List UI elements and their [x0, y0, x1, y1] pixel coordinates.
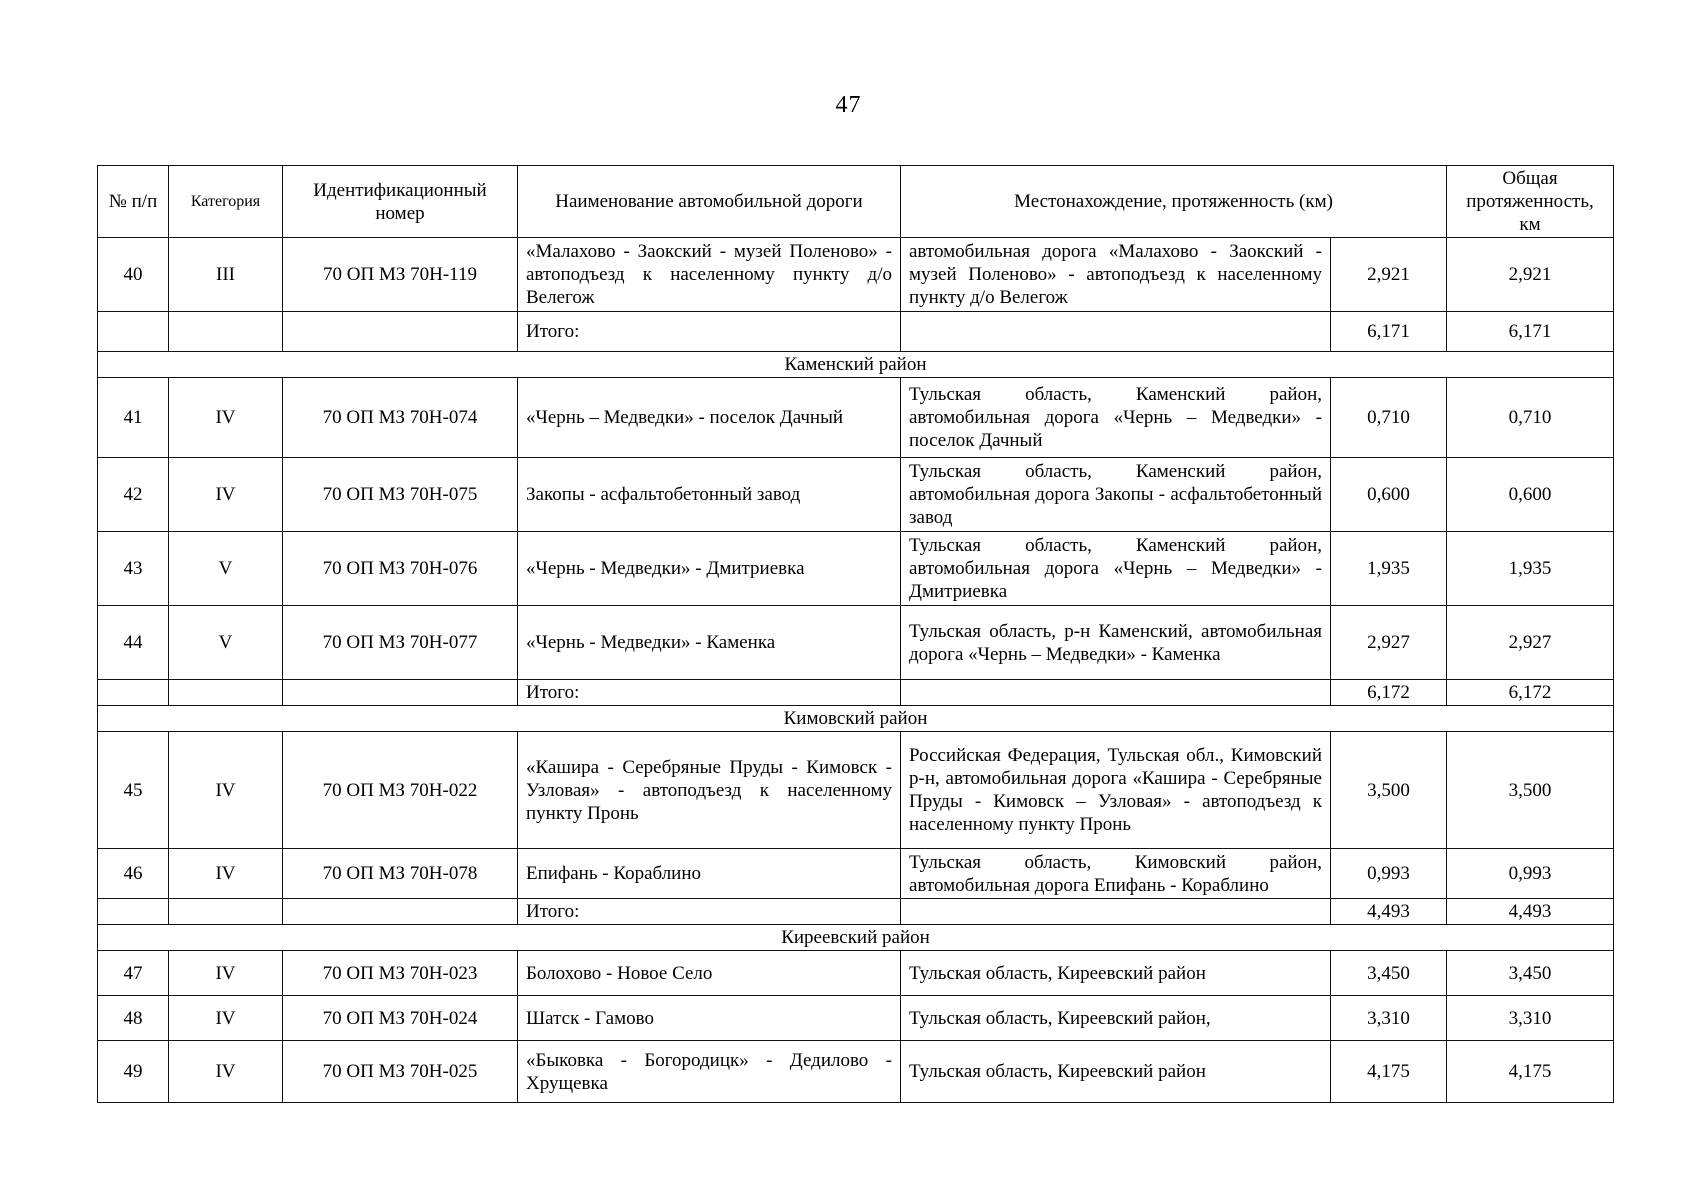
row-road-name: «Чернь - Медведки» - Каменка [518, 606, 901, 680]
row-number: 45 [98, 732, 169, 849]
row-number: 40 [98, 238, 169, 312]
row-length: 2,921 [1331, 238, 1447, 312]
empty-cell [901, 899, 1331, 925]
row-road-name: «Быковка - Богородицк» - Дедилово - Хрущевка [518, 1041, 901, 1103]
table-row [98, 1041, 1614, 1103]
row-road-name: «Чернь - Медведки» - Дмитриевка [518, 532, 901, 606]
subtotal-row [98, 899, 1614, 925]
row-total-length: 1,935 [1447, 532, 1614, 606]
empty-cell [901, 312, 1331, 352]
table-row [98, 606, 1614, 680]
header-id-number: Идентификационный номер [283, 166, 518, 238]
row-location: Тульская область, Киреевский район [901, 1041, 1331, 1103]
row-category: V [169, 532, 283, 606]
row-location: Тульская область, р-н Каменский, автомобильная дорога «Чернь – Медведки» - Каменка [901, 606, 1331, 680]
row-location: Российская Федерация, Тульская обл., Кимовский р-н, автомобильная дорога «Кашира - Серебряные Пруды - Кимовск – Узловая» - автоподъезд к населенному пункту Пронь [901, 732, 1331, 849]
row-number: 41 [98, 378, 169, 458]
row-location: Тульская область, Киреевский район [901, 951, 1331, 996]
row-id-number: 70 ОП МЗ 70Н-074 [283, 378, 518, 458]
row-number: 44 [98, 606, 169, 680]
row-id-number: 70 ОП МЗ 70Н-119 [283, 238, 518, 312]
header-row [98, 166, 1614, 238]
header-num: № п/п [98, 166, 169, 238]
row-length: 0,710 [1331, 378, 1447, 458]
row-road-name: «Чернь – Медведки» - поселок Дачный [518, 378, 901, 458]
row-id-number: 70 ОП МЗ 70Н-024 [283, 996, 518, 1041]
row-road-name: «Кашира - Серебряные Пруды - Кимовск - Узловая» - автоподъезд к населенному пункту Пронь [518, 732, 901, 849]
row-total-length: 3,450 [1447, 951, 1614, 996]
district-heading-row [98, 706, 1614, 732]
row-number: 46 [98, 849, 169, 899]
row-number: 47 [98, 951, 169, 996]
row-length: 0,993 [1331, 849, 1447, 899]
header-location: Местонахождение, протяженность (км) [901, 166, 1447, 238]
empty-cell [169, 680, 283, 706]
table-row [98, 951, 1614, 996]
row-number: 42 [98, 458, 169, 532]
row-location: автомобильная дорога «Малахово - Заокский - музей Поленово» - автоподъезд к населенному пункту д/о Велегож [901, 238, 1331, 312]
district-heading-row [98, 925, 1614, 951]
row-category: IV [169, 951, 283, 996]
row-road-name: Епифань - Кораблино [518, 849, 901, 899]
row-category: III [169, 238, 283, 312]
row-total-length: 3,500 [1447, 732, 1614, 849]
subtotal-total-length: 6,171 [1447, 312, 1614, 352]
row-total-length: 0,710 [1447, 378, 1614, 458]
district-heading-row [98, 352, 1614, 378]
row-number: 48 [98, 996, 169, 1041]
subtotal-label: Итого: [518, 312, 901, 352]
table-row [98, 732, 1614, 849]
empty-cell [283, 899, 518, 925]
empty-cell [98, 899, 169, 925]
row-category: IV [169, 378, 283, 458]
subtotal-length: 6,171 [1331, 312, 1447, 352]
row-category: IV [169, 996, 283, 1041]
row-id-number: 70 ОП МЗ 70Н-075 [283, 458, 518, 532]
row-location: Тульская область, Каменский район, автомобильная дорога Закопы - асфальтобетонный завод [901, 458, 1331, 532]
table-row [98, 996, 1614, 1041]
row-length: 0,600 [1331, 458, 1447, 532]
subtotal-label: Итого: [518, 899, 901, 925]
row-id-number: 70 ОП МЗ 70Н-076 [283, 532, 518, 606]
row-id-number: 70 ОП МЗ 70Н-025 [283, 1041, 518, 1103]
header-category: Категория [169, 166, 283, 238]
subtotal-total-length: 6,172 [1447, 680, 1614, 706]
row-length: 1,935 [1331, 532, 1447, 606]
row-length: 3,310 [1331, 996, 1447, 1041]
empty-cell [283, 680, 518, 706]
row-number: 43 [98, 532, 169, 606]
row-length: 4,175 [1331, 1041, 1447, 1103]
row-road-name: Шатск - Гамово [518, 996, 901, 1041]
row-location: Тульская область, Каменский район, автомобильная дорога «Чернь – Медведки» - поселок Дачный [901, 378, 1331, 458]
table-row [98, 238, 1614, 312]
row-length: 2,927 [1331, 606, 1447, 680]
header-road-name: Наименование автомобильной дороги [518, 166, 901, 238]
table-row [98, 532, 1614, 606]
row-total-length: 3,310 [1447, 996, 1614, 1041]
subtotal-label: Итого: [518, 680, 901, 706]
subtotal-total-length: 4,493 [1447, 899, 1614, 925]
roads-table [97, 165, 1614, 1103]
row-road-name: «Малахово - Заокский - музей Поленово» - автоподъезд к населенному пункту д/о Велегож [518, 238, 901, 312]
row-category: IV [169, 849, 283, 899]
row-location: Тульская область, Киреевский район, [901, 996, 1331, 1041]
empty-cell [169, 899, 283, 925]
row-total-length: 0,600 [1447, 458, 1614, 532]
row-category: IV [169, 732, 283, 849]
row-total-length: 2,921 [1447, 238, 1614, 312]
row-id-number: 70 ОП МЗ 70Н-022 [283, 732, 518, 849]
empty-cell [169, 312, 283, 352]
page-number: 47 [835, 92, 862, 118]
row-total-length: 0,993 [1447, 849, 1614, 899]
row-road-name: Закопы - асфальтобетонный завод [518, 458, 901, 532]
empty-cell [901, 680, 1331, 706]
row-category: V [169, 606, 283, 680]
row-total-length: 2,927 [1447, 606, 1614, 680]
row-total-length: 4,175 [1447, 1041, 1614, 1103]
row-id-number: 70 ОП МЗ 70Н-078 [283, 849, 518, 899]
empty-cell [98, 680, 169, 706]
row-id-number: 70 ОП МЗ 70Н-023 [283, 951, 518, 996]
subtotal-row [98, 312, 1614, 352]
table-body [98, 238, 1614, 1103]
empty-cell [283, 312, 518, 352]
row-length: 3,450 [1331, 951, 1447, 996]
row-id-number: 70 ОП МЗ 70Н-077 [283, 606, 518, 680]
subtotal-row [98, 680, 1614, 706]
district-heading: Киреевский район [98, 925, 1614, 951]
row-length: 3,500 [1331, 732, 1447, 849]
table-row [98, 458, 1614, 532]
row-location: Тульская область, Кимовский район, автомобильная дорога Епифань - Кораблино [901, 849, 1331, 899]
table-row [98, 378, 1614, 458]
subtotal-length: 4,493 [1331, 899, 1447, 925]
row-number: 49 [98, 1041, 169, 1103]
row-road-name: Болохово - Новое Село [518, 951, 901, 996]
row-location: Тульская область, Каменский район, автомобильная дорога «Чернь – Медведки» - Дмитриевка [901, 532, 1331, 606]
table-row [98, 849, 1614, 899]
header-total-length: Общая протяженность, км [1447, 166, 1614, 238]
subtotal-length: 6,172 [1331, 680, 1447, 706]
row-category: IV [169, 1041, 283, 1103]
row-category: IV [169, 458, 283, 532]
empty-cell [98, 312, 169, 352]
district-heading: Кимовский район [98, 706, 1614, 732]
district-heading: Каменский район [98, 352, 1614, 378]
